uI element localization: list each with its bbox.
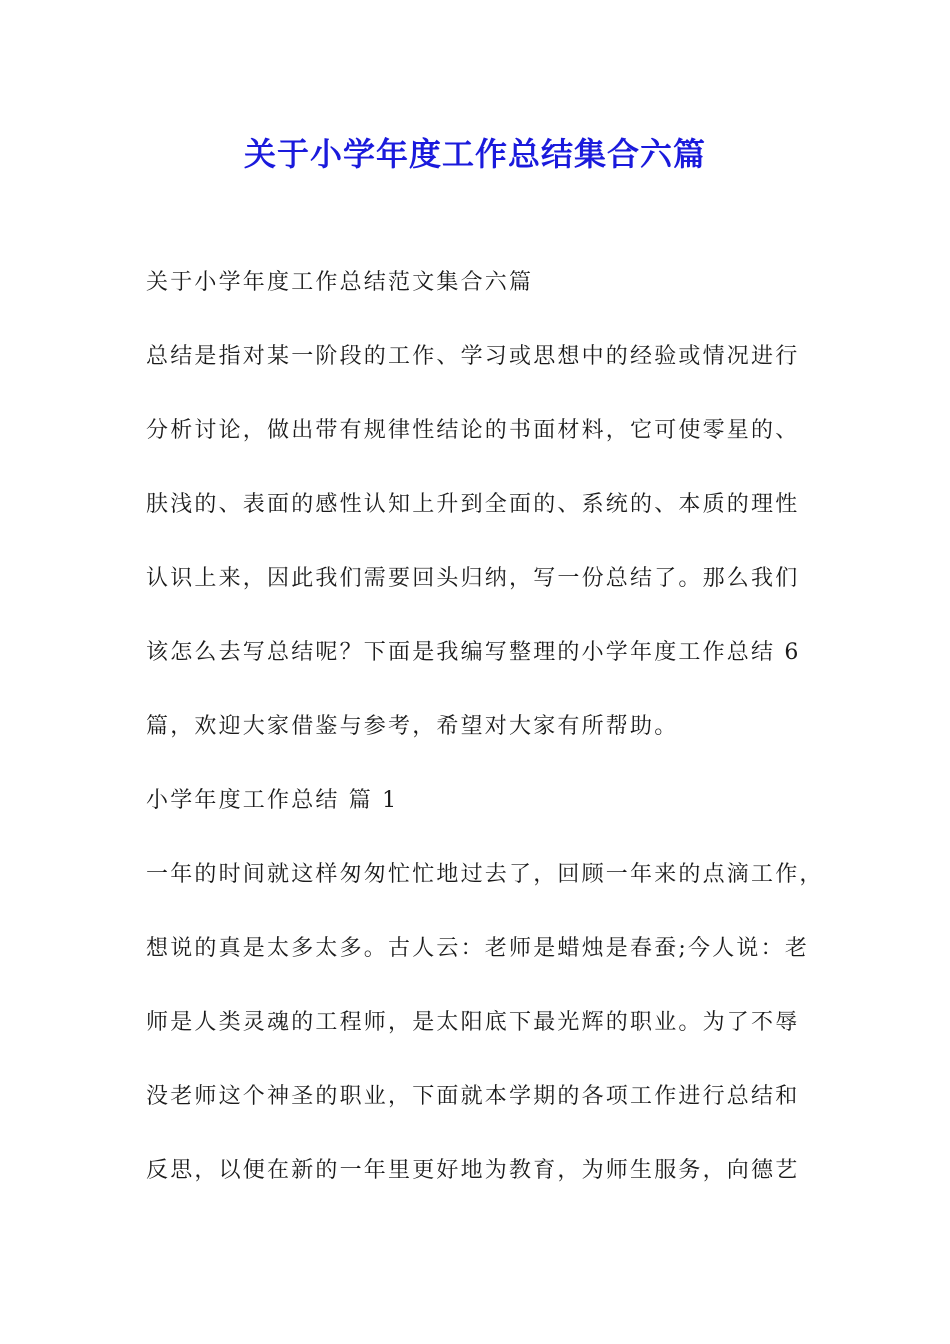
paragraph-line: 没老师这个神圣的职业，下面就本学期的各项工作进行总结和 [146, 1084, 800, 1109]
document-title: 关于小学年度工作总结集合六篇 [243, 135, 706, 173]
paragraph-line: 认识上来，因此我们需要回头归纳，写一份总结了。那么我们 [146, 566, 800, 591]
paragraph-line: 总结是指对某一阶段的工作、学习或思想中的经验或情况进行 [146, 344, 800, 369]
paragraph-line: 师是人类灵魂的工程师，是太阳底下最光辉的职业。为了不辱 [146, 1010, 800, 1035]
paragraph-line: 肤浅的、表面的感性认知上升到全面的、系统的、本质的理性 [146, 492, 800, 517]
section-heading: 小学年度工作总结 篇 1 [146, 788, 399, 813]
paragraph-line: 分析讨论，做出带有规律性结论的书面材料，它可使零星的、 [146, 418, 800, 443]
paragraph-line: 该怎么去写总结呢？下面是我编写整理的小学年度工作总结 6 [146, 640, 801, 665]
paragraph-line: 一年的时间就这样匆匆忙忙地过去了，回顾一年来的点滴工作， [146, 862, 824, 887]
paragraph-line: 想说的真是太多太多。古人云：老师是蜡烛是春蚕;今人说：老 [146, 936, 810, 961]
paragraph-line: 反思，以便在新的一年里更好地为教育，为师生服务，向德艺 [146, 1158, 800, 1183]
document-body [146, 260, 824, 1222]
subtitle-line: 关于小学年度工作总结范文集合六篇 [146, 270, 534, 295]
paragraph-line: 篇，欢迎大家借鉴与参考，希望对大家有所帮助。 [146, 714, 679, 739]
